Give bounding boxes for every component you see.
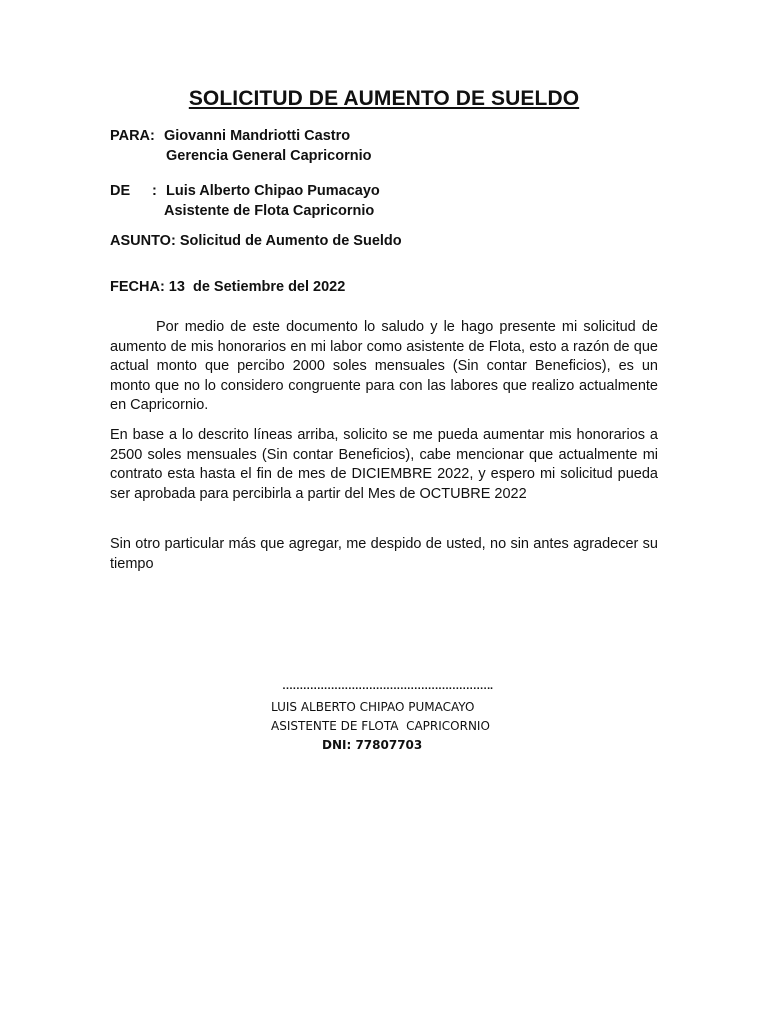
de-label: DE xyxy=(110,183,131,199)
date-line: FECHA: 13 de Setiembre del 2022 xyxy=(110,279,346,295)
body-paragraph-2: En base a lo descrito líneas arriba, solicito se me pueda aumentar mis honorarios a 2500 soles mensuales (Sin contar Beneficios), cabe mencionar que actualmente mi contrato esta hasta el fin de mes de DICIEMBRE 2022, y espero mi solicitud pueda ser aprobada para percibirla a partir del Mes de OCTUBRE 2022 xyxy=(110,427,658,502)
document-title: SOLICITUD DE AUMENTO DE SUELDO xyxy=(188,87,580,110)
de-colon: : xyxy=(152,183,157,199)
sender-name: Luis Alberto Chipao Pumacayo xyxy=(166,183,380,199)
recipient-name: Giovanni Mandriotti Castro xyxy=(164,128,351,144)
signature-dni: DNI: 77807703 xyxy=(322,738,423,752)
subject-line: ASUNTO: Solicitud de Aumento de Sueldo xyxy=(110,233,402,249)
signature-name: LUIS ALBERTO CHIPAO PUMACAYO xyxy=(271,700,475,714)
sender-block xyxy=(166,181,380,221)
body-paragraph-3: Sin otro particular más que agregar, me despido de usted, no sin antes agradecer su tiempo xyxy=(110,536,658,572)
para-label: PARA: xyxy=(110,128,155,144)
body-paragraph-1: Por medio de este documento lo saludo y le hago presente mi solicitud de aumento de mis honorarios en mi labor como asistente de Flota, esto a razón de que actual monto que percibo 2000 soles mensuales (Sin contar Beneficios), es un monto que no lo considero congruente para con las labores que realizo actualmente en Capricornio. xyxy=(110,319,658,413)
recipient-department: Gerencia General Capricornio xyxy=(166,148,372,164)
signature-role: ASISTENTE DE FLOTA CAPRICORNIO xyxy=(271,719,490,733)
sender-role: Asistente de Flota Capricornio xyxy=(164,203,375,219)
recipient-block xyxy=(164,126,372,166)
signature-line: ……………………………………………………. xyxy=(282,680,493,692)
